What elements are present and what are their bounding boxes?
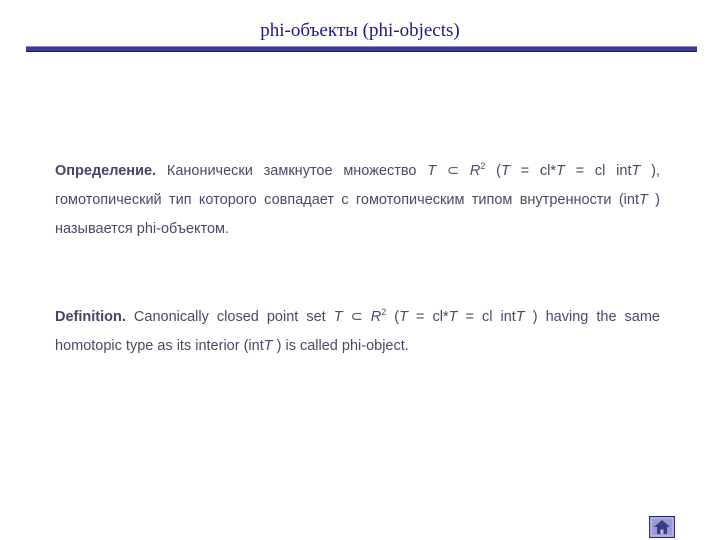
- definition-heading-ru: Определение.: [55, 163, 157, 179]
- slide-title: phi-объекты (phi-objects): [260, 20, 460, 41]
- home-button[interactable]: [649, 516, 675, 538]
- definition-en: Definition. Canonically closed point set T ⊂ $R^2$ (T = cl*T = cl intT ) having the same homotopic type as its interior (intT ) is called phi-object.: [55, 307, 660, 354]
- title-divider: [26, 46, 697, 52]
- definition-heading-en: Definition.: [55, 309, 126, 325]
- definition-ru: Определение. Канонически замкнутое множество T ⊂ $R^2$ (T = cl*T = cl intT ), гомотопический тип которого совпадает с гомотопическим типом внутренности (intT ) называется phi-объектом.: [55, 161, 661, 237]
- home-icon: [650, 517, 674, 537]
